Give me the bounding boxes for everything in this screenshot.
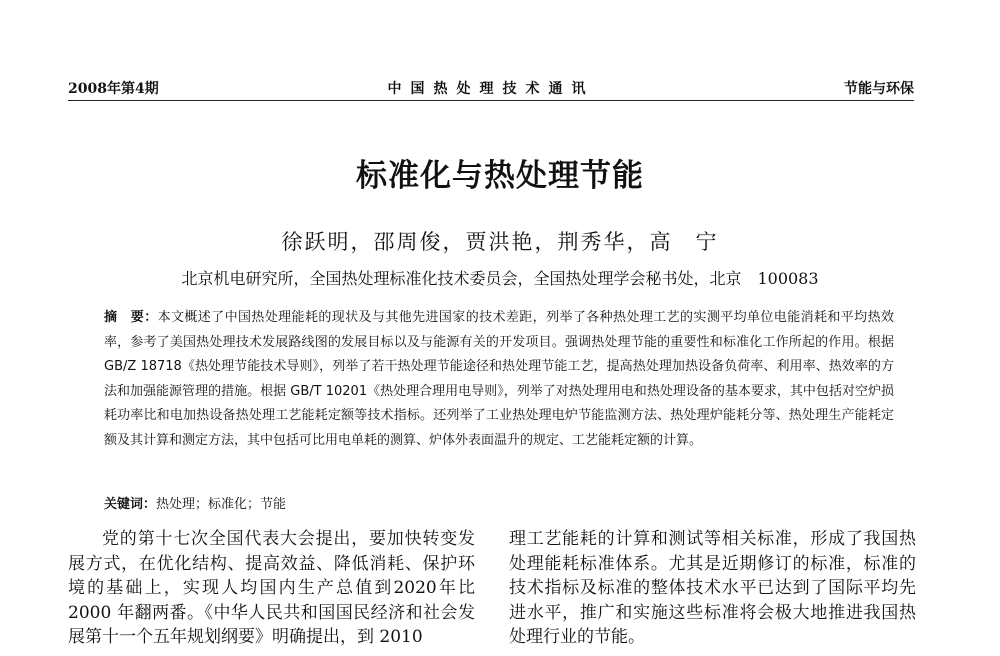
section-label: 节能与环保	[844, 81, 914, 97]
journal-name: 中国热处理技术通讯	[387, 81, 595, 97]
keywords-label: 关键词：	[104, 497, 157, 512]
body-left-column	[68, 527, 475, 650]
keywords-text: 热处理；标准化；节能	[156, 497, 287, 512]
issue-label: 2008年第4期	[68, 81, 159, 97]
body-paragraph: 理工艺能耗的计算和测试等相关标准，形成了我国热处理能耗标准体系。尤其是近期修订的标准，标准的技术指标及标准的整体技术水平已达到了国际平均先进水平，推广和实施这些标准将会极大地推进我国热处理行业的节能。	[509, 529, 916, 647]
article-affiliation: 北京机电研究所，全国热处理标准化技术委员会，全国热处理学会秘书处，北京 100083	[181, 269, 819, 288]
article-title: 标准化与热处理节能	[356, 158, 644, 194]
abstract-text: 本文概述了中国热处理能耗的现状及与其他先进国家的技术差距，列举了各种热处理工艺的实测平均单位电能消耗和平均热效率，参考了美国热处理技术发展路线图的发展目标以及与能源有关的开发项目。强调热处理节能的重要性和标准化工作所起的作用。根据 GB/Z 18718《热处理节能技术导则》，列举了若干热处理节能途径和热处理节能工艺，提高热处理加热设备负荷率、利用率、热效率的方法和加强能源管理的措施。根据 GB/T 10201《热处理合理用电导则》，列举了对热处理用电和热处理设备的基本要求，其中包括对空炉损耗功率比和电加热设备热处理工艺能耗定额等技术指标。还列举了工业热处理电炉节能监测方法、热处理炉能耗分等、热处理生产能耗定额及其计算和测定方法，其中包括可比用电单耗的测算、炉体外表面温升的规定、工艺能耗定额的计算。	[104, 310, 894, 448]
abstract-label: 摘 要：	[104, 310, 158, 325]
article-authors: 徐跃明，邵周俊，贾洪艳，荆秀华，高 宁	[281, 230, 719, 254]
keywords	[104, 493, 894, 512]
body-paragraph: 党的第十七次全国代表大会提出，要加快转变发展方式，在优化结构、提高效益、降低消耗、保护环境的基础上，实现人均国内生产总值到2020年比 2000 年翻两番。《中华人民共和国国民经济和社会发展第十一个五年规划纲要》明确提出，到 2010	[68, 529, 475, 647]
body-right-column	[509, 527, 916, 650]
abstract	[104, 306, 894, 453]
running-header	[68, 74, 914, 101]
